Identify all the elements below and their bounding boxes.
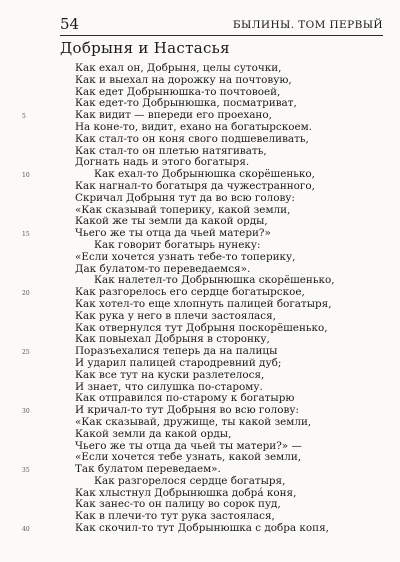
poem-body [0,63,400,535]
line-text: На коне-то, видит, ехано на богатырскоем. [75,120,312,133]
line-text: Как разгорелося сердце богатыря, [94,474,286,487]
line-text: Как разгорелось его сердце богатырское, [75,286,305,299]
line-text: Как отправился по-старому к богатырю [75,392,295,405]
line-text: И знает, что силушка по-старому. [75,380,263,393]
line-text: Как стал-то он коня свого подшевеливать, [75,132,309,145]
line-text: Как все тут на куски разлетелося, [75,368,265,381]
line-text: Как повыехал Добрыня в сторонку, [75,333,270,346]
line-text: Как ехал он, Добрыня, целы суточки, [75,62,282,74]
line-text: Как едет Добрынюшка-то почтовоей, [75,85,281,98]
line-text: Как говорит богатырь нунеку: [94,238,261,251]
line-text: «Если хочется тебе узнать, какой земли, [75,451,302,464]
line-text: Какой же ты земли да какой орды, [75,215,268,228]
line-text: Чьего же ты отца да чьей матери?» [75,227,271,240]
line-number: 20 [22,290,30,298]
line-text: Как стал-то он плетью натягивать, [75,144,267,157]
line-text: «Как сказывай топерику, какой земли, [75,203,291,216]
line-text: Как отвернулся тут Добрыня поскорёшенько, [75,321,328,334]
line-number: 30 [22,408,30,416]
line-text: Догнать надь и этого богатыря. [75,156,250,169]
line-text: «Как сказывай, дружище, ты какой земли, [75,415,312,428]
poem-title: Добрыня и Настасья [60,39,230,57]
header-rule [60,35,383,36]
line-number: 5 [22,113,26,121]
line-text: Как видит — впереди его проехано, [75,109,272,122]
line-text: И ударил палицей стародревний дуб; [75,356,282,369]
line-text: Как налетел-то Добрынюшка скорёшенько, [94,274,335,287]
line-text: Как в плечи-то тут рука застоялася, [75,510,275,523]
line-text: И кричал-то тут Добрыня во всю голову: [75,404,299,417]
line-text: Дак булатом-то переведаемся». [75,262,251,275]
line-text: Как занес-то он палицу во сорок пуд, [75,498,281,511]
line-text: Как рука у него в плечи застоялася, [75,309,276,322]
line-text: Как едет-то Добрынюшка, посматриват, [75,97,297,110]
line-text: Поразъехалися теперь да на палицы [75,345,278,358]
line-text: Как ехал-то Добрынюшка скорёшенько, [94,168,315,181]
line-text: Какой земли да какой орды, [75,427,232,440]
line-text: Как скочил-то тут Добрынюшка с добра копя, [75,522,329,535]
line-text: Так булатом переведаем». [75,463,221,476]
line-text: Скричал Добрыня тут да во всю голову: [75,191,295,204]
line-text: Как нагнал-то богатыря да чужестранного, [75,179,315,192]
line-text: Чьего же ты отца да чьей ты матери?» — [75,439,302,452]
running-head: БЫЛИНЫ. ТОМ ПЕРВЫЙ [232,19,383,31]
line-number: 10 [22,172,30,180]
poem-line [0,523,400,535]
line-text: Как хотел-то еще хлопнуть палицей богатыря, [75,297,332,310]
line-text: Как хлыстнул Добрынюшка добра́ коня, [75,486,297,499]
page-header [60,15,383,35]
line-number: 35 [22,467,30,475]
line-text: Как и выехал на дорожку на почтовую, [75,73,292,86]
page-number: 54 [60,15,80,33]
line-number: 15 [22,231,30,239]
line-number: 40 [22,526,30,534]
line-text: «Если хочется узнать тебе-то топерику, [75,250,296,263]
line-number: 25 [22,349,30,357]
